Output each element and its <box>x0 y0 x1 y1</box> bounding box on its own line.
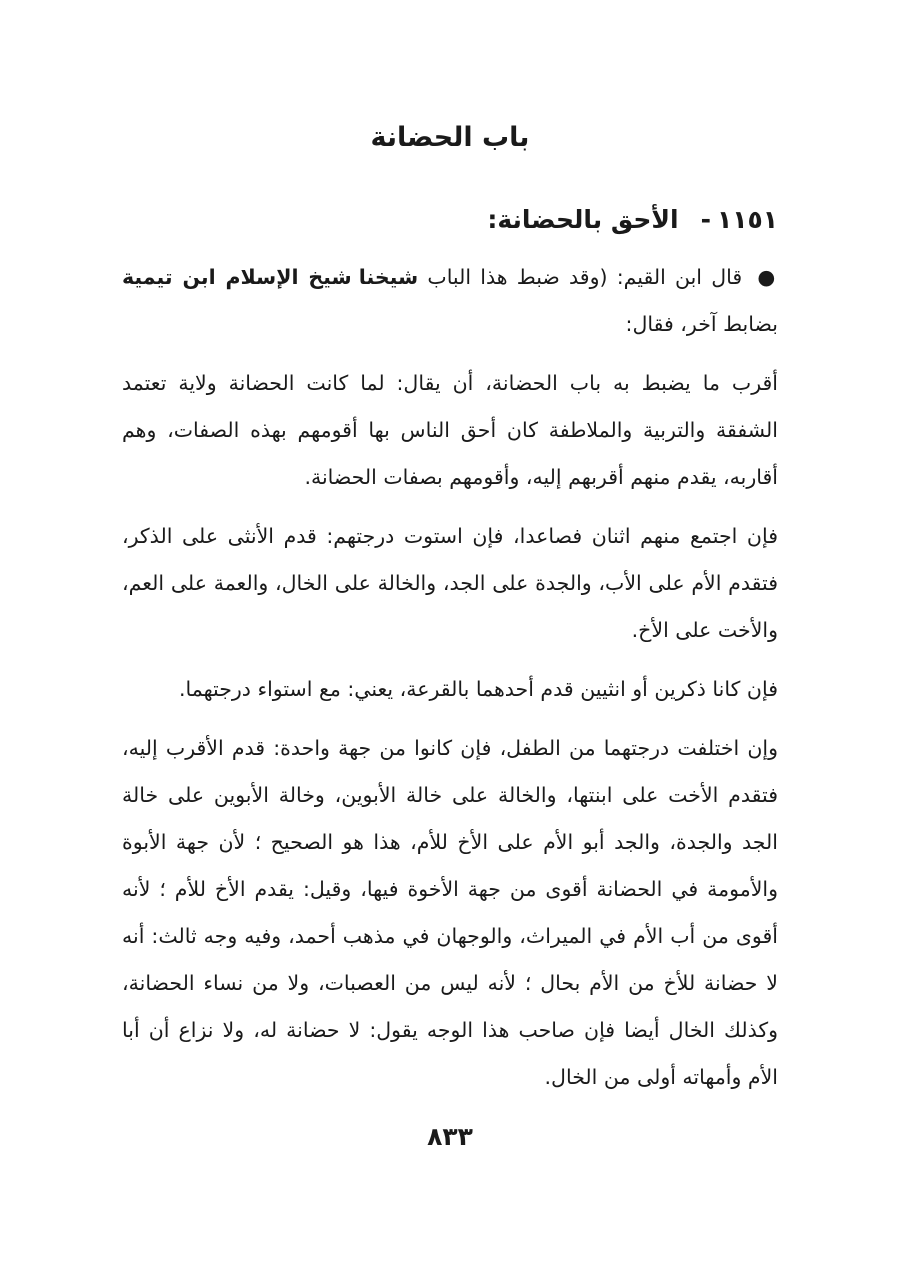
section-number: ١١٥١ <box>716 205 778 234</box>
section-title: الأحق بالحضانة: <box>487 205 679 234</box>
paragraph-2: فإن اجتمع منهم اثنان فصاعدا، فإن استوت درجتهم: قدم الأنثى على الذكر، فتقدم الأم على الأب، والجدة على الجد، والخالة على الخال، والعمة على العم، والأخت على الأخ. <box>122 524 778 642</box>
page-number: ٨٣٣ <box>427 1122 473 1151</box>
paragraph-1: أقرب ما يضبط به باب الحضانة، أن يقال: لما كانت الحضانة ولاية تعتمد الشفقة والتربية والملاطفة كان أحق الناس بها أقومهم بهذه الصفات، وهم أقاربه، يقدم منهم أقربهم إليه، وأقومهم بصفات الحضانة. <box>122 371 778 489</box>
intro-bold-name: شيخنا شيخ الإسلام ابن تيمية <box>122 265 419 289</box>
paragraph-4: وإن اختلفت درجتهما من الطفل، فإن كانوا من جهة واحدة: قدم الأقرب إليه، فتقدم الأخت على ابنتها، والخالة على خالة الأبوين، وخالة الأبوين على خالة الجد والجدة، والجد أبو الأم على الأخ للأم، هذا هو الصحيح ؛ لأن جهة الأبوة والأمومة في الحضانة أقوى من جهة الأخوة فيها، وقيل: يقدم الأخ للأم ؛ لأنه أقوى من أب الأم في الميراث، والوجهان في مذهب أحمد، وفيه وجه ثالث: أنه لا حضانة للأخ من الأم بحال ؛ لأنه ليس من العصبات، ولا من نساء الحضانة، وكذلك الخال أيضا فإن صاحب هذا الوجه يقول: لا حضانة له، ولا نزاع أن أبا الأم وأمهاته أولى من الخال. <box>122 736 778 1089</box>
intro-text-start: قال ابن القيم: (وقد ضبط هذا الباب <box>427 265 743 289</box>
section-separator: - <box>700 205 711 234</box>
section-heading <box>122 200 778 240</box>
intro-paragraph <box>122 254 778 348</box>
intro-text-end: بضابط آخر، فقال: <box>625 312 778 336</box>
bullet-icon: ● <box>757 265 778 289</box>
paragraph-3: فإن كانا ذكرين أو انثيين قدم أحدهما بالقرعة، يعني: مع استواء درجتهما. <box>178 677 778 701</box>
chapter-title: باب الحضانة <box>370 122 530 153</box>
